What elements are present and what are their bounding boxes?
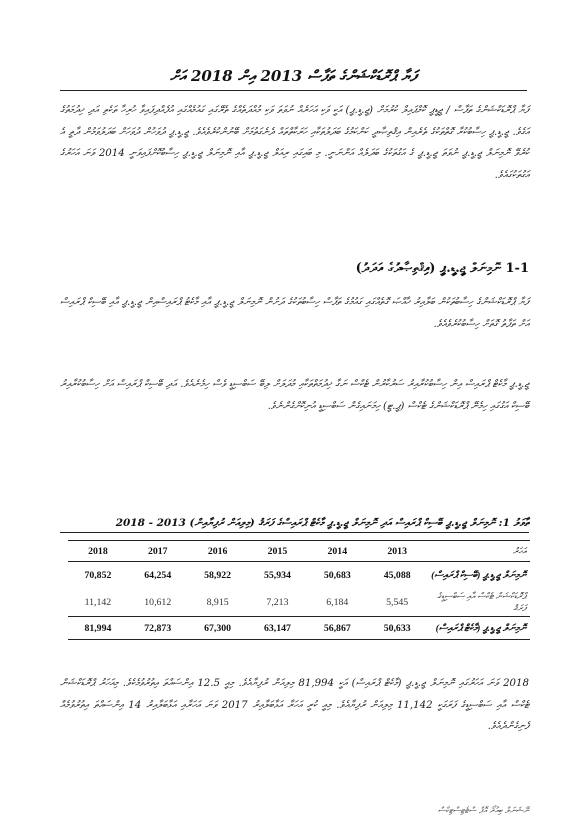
gdp-table — [68, 540, 530, 640]
table-cell: 45,088 — [383, 569, 411, 581]
section-heading: 1-1 ނޮމިނަލް ޖީ.ޑީ.ޕީ (އިޤްތިޞާދުގެ އަދަދު) — [355, 261, 529, 276]
after-table-paragraph: 2018 ވަނަ އަހަރުގައި ނޮމިނަލް ޖީ.ޑީ.ޕީ (މާކެޓް ޕްރައިސް) އަކީ 81,994 މިލިއަން ރުފިޔާއެވެ. މިއީ 12.5 އިންސައްތަ އިތުރުވުމެކެވެ. މިއަހަރު ޕްރޮޑަކްޝަން ޓެކްސް އާއި ސަބްސިޑީގެ ފަރަގަކީ 11,142 މިލިއަން ރުފިޔާއެވެ. މިއީ ކުރީ އަހަރާ އަޅާބަލާއިރު 2017 ވަނަ އަހަރާއި އަޅާބަލާއިރު 14 އިންސައްތަ އިތުރުވުމެއް ފެނިގެންދެއެވެ. — [60, 678, 530, 732]
row-label: ނޮމިނަލް ޖީ.ޑީ.ޕީ (ބޭސިކް ޕްރައިސް) — [431, 569, 526, 581]
row-label: ނޮމިނަލް ޖީ.ޑީ.ޕީ (މާކެޓް ޕްރައިސް) — [427, 617, 530, 640]
year-header: 2013 — [367, 541, 427, 562]
table-row-market-price — [68, 617, 530, 640]
table-cell: 50,633 — [367, 617, 427, 640]
table-cell: 11,142 — [84, 596, 112, 608]
year-header: 2016 — [188, 541, 248, 562]
table-cell: 81,994 — [68, 617, 128, 640]
table-cell: 70,852 — [84, 569, 112, 581]
table-cell: 7,213 — [266, 596, 289, 608]
table-cell: 58,922 — [204, 569, 232, 581]
table-cell: 50,683 — [323, 569, 351, 581]
year-header: 2014 — [307, 541, 367, 562]
table-caption: ތާވަލު 1: ނޮމިނަލް ޖީ.ޑީ.ޕީ ބޭސިކް ޕްރައިސް އަދި ނޮމިނަލް ޖީ.ޑީ.ޕީ މާކެޓް ޕްރައިސްގެ ފަރަޤު (މިލިއަން ރުފިޔާއިން) 2013 - 2018 — [60, 516, 529, 533]
table-corner-label: އަހަރު — [427, 541, 530, 562]
row-label-line2: ފަރަޤު — [513, 603, 526, 613]
section-paragraph-2: ޖީ.ޑީ.ޕީ މާކެޓް ޕްރައިސް އިން ހިސާބުކުރާއިރު ސަރުކާރުން ޓެކްސް ނަގާ ޚިދުމަތްތަކާއި މުދަލަށް ލިބޭ ސަބްސިޑީ ވެސް ހިމެނެއެވެ. އަދި ބޭސިކް ޕްރައިސް އަށް ހިސާބުކުރާއިރު ބޭސިކް އަގުގައި ހިމެނޭ ޕްރޮޑަކްޝަންގެ ޓެކްސް (ޕީ.ޓީ) ހިމަނައިގެން ސަބްސިޑީ އުނިކޮށްގެންނެވެ. — [60, 379, 529, 412]
intro-paragraph: ފަޔާ ޕްރޮޑަކްޝަންގެ ތަފާސް / ޖީޑީޕީ ކޮމްޕައިލް ކުރުމަށް (ޖީ.ޑީ.ޕީ) އަކީ ވަކި އަހަރެއް ނުވަތަ ވަކި މުއްދަތެއްގެ ތެރޭގައި ގައުމެއްގައި އުފެއްދިފައިވާ ހުރިހާ ތަކެތި އަދި ޚިދުމަތުގެ އަގެވެ. ޖީ.ޑީ.ޕީ ހިސާބުކުރާ ގޮތްތަކުގެ ތެރެއިން އިޤްތިޞާދީ ކަންކަމުގެ ބަދަލުތަކާއި ހަރަކާތްތައް ދެނެގަތުމަށް ބޭނުންކުރެވެއެވެ. ޖީ.ޑީ.ޕީ ދުވަހުން ދުވަހަށް ބަދަލުވަމުން ދާތީ އެ ކުރެވޭ ނޮމިނަލް ޖީ.ޑީ.ޕީ ނުވަތަ ޖީ.ޑީ.ޕީ ގެ އަގުތަކުގެ ބަދަލެއް އަންނަނީ. މި ބައިގައި ރިއަލް ޖީ.ޑީ.ޕީ އާއި ނޮމިނަލް ޖީ.ޑީ.ޕީ ހިސާބުކޮށްފައިވަނީ 2014 ވަނަ އަހަރުގެ އަގުތަކުގައެވެ. — [60, 105, 529, 181]
year-header: 2017 — [128, 541, 188, 562]
page-footer: ނޭޝަނަލް ބިއުރޯ އޮފް ސްޓެޓިސްޓިކްސް — [437, 806, 529, 816]
table-row-taxes-subsidies — [68, 588, 530, 617]
table-header-row — [68, 541, 530, 562]
row-label-line1: ޕްރޮޑަކްޝަން ޓެކްސް އާއި ސަބްސިޑީގެ — [437, 591, 526, 601]
table-cell: 55,934 — [263, 569, 291, 581]
table-cell: 56,867 — [307, 617, 367, 640]
table-cell: 10,612 — [144, 596, 172, 608]
document-title: ފަޔާ ޕްރޮޑަކްޝަންގެ ތަފާސް 2013 އިން 2018 އަށް — [60, 66, 527, 91]
table-cell: 64,254 — [144, 569, 172, 581]
table-cell: 72,873 — [128, 617, 188, 640]
year-header: 2015 — [248, 541, 308, 562]
row-label — [427, 588, 530, 617]
table-cell: 63,147 — [248, 617, 308, 640]
year-header: 2018 — [68, 541, 128, 562]
table-cell: 8,915 — [206, 596, 229, 608]
table-cell: 67,300 — [188, 617, 248, 640]
table-cell: 5,545 — [386, 596, 409, 608]
table-cell: 6,184 — [326, 596, 349, 608]
section-paragraph-1: ފަޔާ ޕްރޮޑަކްޝަންގެ ހިސާބުތަކުން ބަލާއިރު ޚާއްޞަ ގޮތެއްގައި ގައުމުގެ ތަފާސް ހިސާބުތަކުގެ ދަށުން ނޮމިނަލް ޖީ.ޑީ.ޕީ އާއި މާކެޓު ޕްރައިސްއިން ޖީ.ޑީ.ޕީ އާއި ބޭސިކް ޕްރައިސް އަށް ތަފާތު ގޮތަށް ހިސާބުކުރެވެއެވެ. — [60, 297, 529, 330]
table-row-basic-price — [68, 562, 530, 589]
